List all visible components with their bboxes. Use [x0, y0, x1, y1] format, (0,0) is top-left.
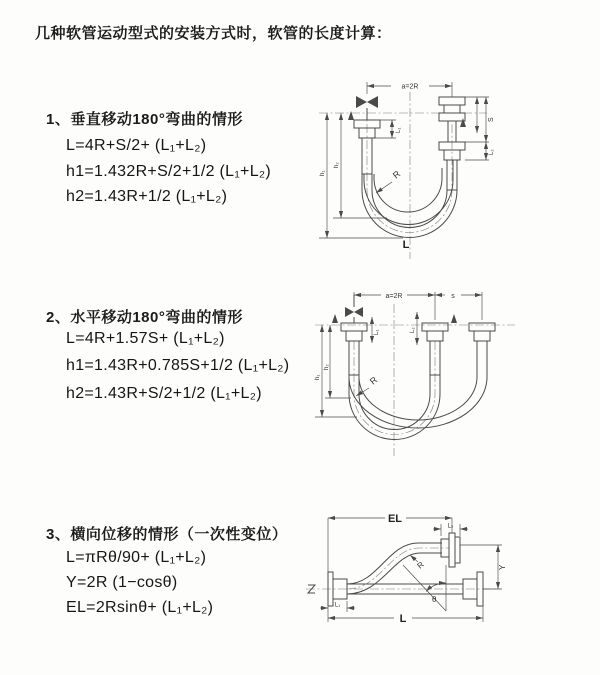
radius-label: R	[390, 168, 403, 181]
dim-h1-label: h₁	[320, 170, 326, 176]
dim-el-label: EL	[387, 513, 403, 525]
section-1-heading: 1、垂直移动180°弯曲的情形	[46, 111, 243, 128]
diagram-vertical-180-bend	[305, 72, 595, 262]
dim-h2-label: h₂	[324, 364, 330, 370]
flange-fitting-right-moved	[439, 97, 465, 121]
flange-fitting-middle	[422, 323, 448, 341]
page-title: 几种软管运动型式的安装方式时，软管的长度计算：	[35, 25, 392, 42]
flange-fitting-right-moved	[469, 323, 495, 341]
dim-fitting-mid-label: L₂	[410, 327, 416, 333]
dim-span-label: a=2R	[401, 83, 419, 91]
radius-label: R	[415, 559, 426, 571]
section-1-formula-h2: h2=1.43R+1/2 (L₁+L₂)	[66, 188, 228, 205]
dim-fitting-right-label: L₂	[489, 149, 495, 155]
motion-arrow-left	[332, 314, 338, 323]
section-1-formula-l: L=4R+S/2+ (L₁+L₂)	[66, 137, 207, 154]
dim-offset-label: s	[451, 293, 455, 300]
dim-y-label: Y	[498, 564, 507, 570]
dim-fitting-left-label: L₁	[396, 127, 402, 133]
section-3-heading: 3、横向位移的情形（一次性变位）	[46, 526, 288, 543]
flange-fitting-right-moved	[441, 533, 460, 567]
dim-fitting-left-label: L₁	[374, 329, 380, 335]
section-3-formula-y: Y=2R (1−cosθ)	[66, 574, 178, 591]
diagram-horizontal-180-bend	[303, 282, 598, 462]
hose-displaced	[347, 543, 449, 594]
length-label: L	[399, 613, 407, 625]
dim-span-label: a=2R	[385, 293, 403, 300]
motion-arrow-middle	[451, 314, 457, 323]
section-2-formula-h2: h2=1.43R+S/2+1/2 (L₁+L₂)	[66, 385, 262, 402]
dim-h2-label: h₂	[334, 162, 340, 168]
angle-construction-lines	[403, 565, 446, 611]
dim-fitting-right-label: L₂	[447, 523, 454, 530]
section-2-formula-h1: h1=1.43R+0.785S+1/2 (L₁+L₂)	[66, 357, 290, 374]
flange-fitting-left	[341, 323, 367, 341]
hose-centerline	[354, 341, 435, 435]
valve-icon	[345, 295, 363, 323]
length-label: L	[402, 239, 410, 251]
diagram-lateral-displacement	[300, 505, 600, 655]
motion-arrow-left	[348, 111, 354, 120]
section-2-heading: 2、水平移动180°弯曲的情形	[46, 309, 243, 326]
dim-stroke-label: S	[488, 117, 495, 122]
section-3-formula-el: EL=2Rsinθ+ (L₁+L₂)	[66, 599, 214, 616]
radius-label: R	[367, 374, 380, 387]
valve-icon	[356, 96, 378, 120]
section-3-formula-l: L=πRθ/90+ (L₁+L₂)	[66, 549, 207, 566]
dim-h1-label: h₁	[315, 374, 321, 380]
hose-loop	[349, 341, 487, 440]
angle-label: θ	[432, 595, 437, 604]
section-1-formula-h1: h1=1.432R+S/2+1/2 (L₁+L₂)	[66, 163, 272, 180]
hose-loop	[362, 160, 457, 238]
dim-fitting-left-label: L₁	[334, 602, 341, 609]
section-2-formula-l: L=4R+1.57S+ (L₁+L₂)	[66, 330, 225, 347]
